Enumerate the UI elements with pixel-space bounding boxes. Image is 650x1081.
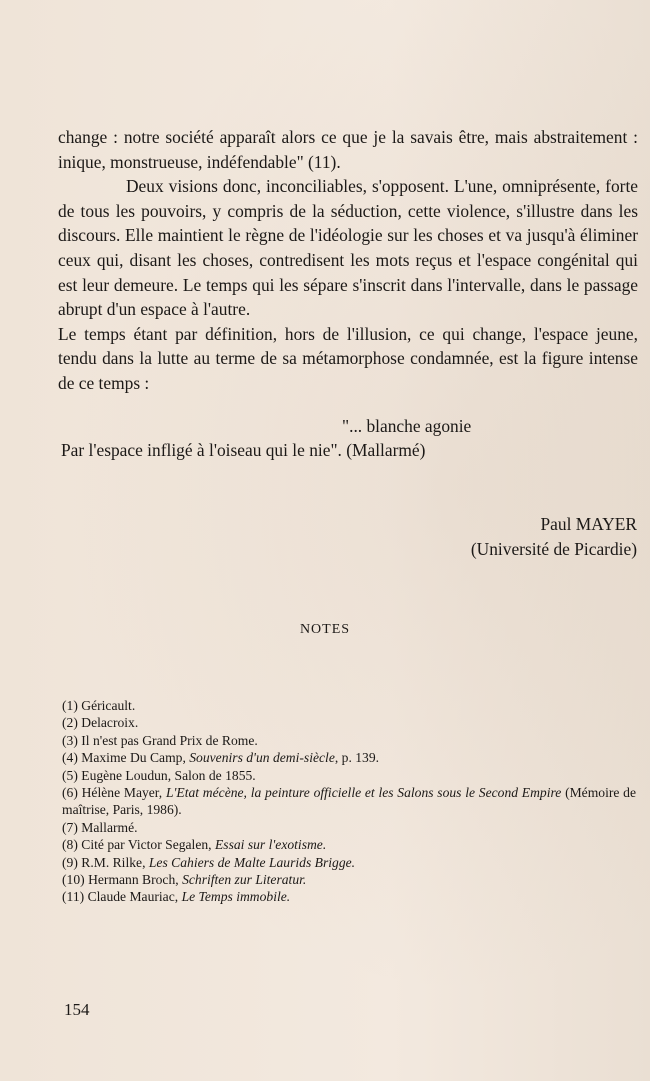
note-item: (7) Mallarmé.: [62, 819, 138, 835]
paragraph-two-visions: Deux visions donc, inconciliables, s'opposent. L'une, omniprésente, forte de tous les pouvoirs, y compris de la séduction, cette violence, s'illustre dans les discours. Elle maintient le règne de l'idéologie sur les choses et va jusqu'à éliminer ceux qui, disant les choses, contredisent les mots reçus et l'espace congénital qui est leur demeure. Le temps qui les sépare s'inscrit dans l'intervalle, dans le passage abrupt d'un espace à l'autre.: [58, 176, 638, 320]
note-item: (1) Géricault.: [62, 698, 136, 713]
note-item: (2) Delacroix.: [62, 715, 139, 731]
note-item: (6) Hélène Mayer, L'Etat mécène, la peinture officielle et les Salons sous le Second Empire (Mémoire de maîtrise, Paris, 1986).: [62, 785, 636, 818]
body-text: [58, 125, 638, 463]
note-item: (4) Maxime Du Camp, Souvenirs d'un demi-siècle, p. 139.: [62, 750, 380, 766]
quote-line-2: Par l'espace infligé à l'oiseau qui le nie". (Mallarmé): [61, 440, 426, 461]
paragraph-time: Le temps étant par définition, hors de l'illusion, ce qui change, l'espace jeune, tendu dans la lutte au terme de sa métamorphose condamnée, est la figure intense de ce temps :: [58, 323, 638, 393]
note-item: (10) Hermann Broch, Schriften zur Literatur.: [62, 872, 307, 888]
author-affiliation: (Université de Picardie): [470, 539, 637, 559]
note-item: (3) Il n'est pas Grand Prix de Rome.: [62, 732, 258, 748]
notes-heading: NOTES: [299, 622, 351, 637]
note-item: (11) Claude Mauriac, Le Temps immobile.: [62, 889, 291, 905]
note-item: (5) Eugène Loudun, Salon de 1855.: [62, 767, 256, 783]
note-item: (9) R.M. Rilke, Les Cahiers de Malte Laurids Brigge.: [62, 854, 356, 870]
notes-list: [62, 697, 636, 906]
author-name: Paul MAYER: [540, 514, 637, 534]
signature: [471, 512, 637, 562]
page-number: 154: [64, 1000, 90, 1019]
quote-line-1: "... blanche agonie: [342, 415, 472, 436]
note-item: (8) Cité par Victor Segalen, Essai sur l'exotisme.: [62, 837, 327, 853]
paragraph-continuation: change : notre société apparaît alors ce que je la savais être, mais abstraitement : inique, monstrueuse, indéfendable" (11).: [58, 127, 638, 172]
